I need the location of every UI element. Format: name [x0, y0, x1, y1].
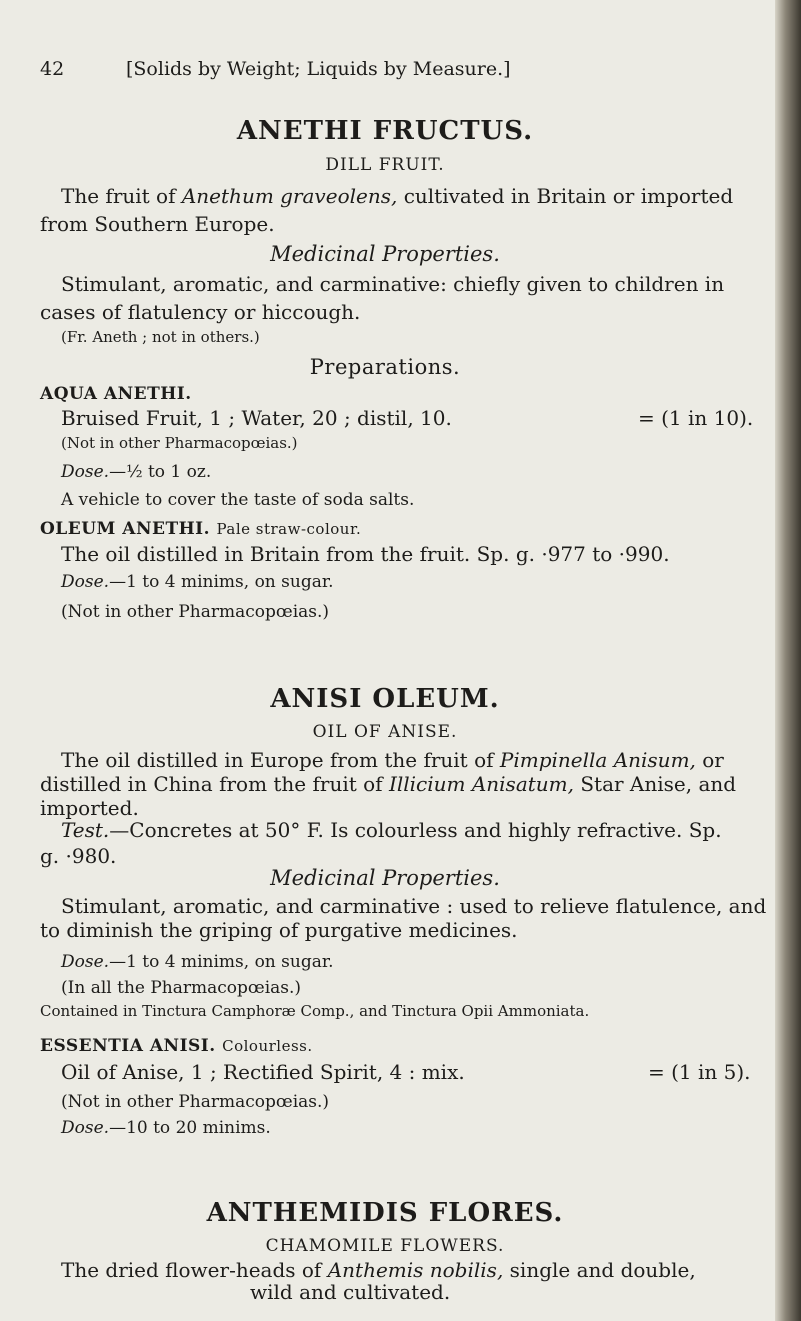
anisi-description-line3: imported.: [40, 796, 139, 820]
anisi-description-line1: The oil distilled in Europe from the fruit of Pimpinella Anisum, or: [61, 748, 724, 772]
anethi-fr-note: (Fr. Aneth ; not in others.): [61, 328, 260, 346]
essentia-anisi-dose: Dose.—10 to 20 minims.: [61, 1118, 271, 1138]
anthemidis-subtitle: CHAMOMILE FLOWERS.: [265, 1236, 505, 1256]
aqua-anethi-note: (Not in other Pharmacopœias.): [61, 434, 298, 452]
aqua-anethi-dose: Dose.—½ to 1 oz.: [61, 462, 212, 482]
anisi-properties-line2: to diminish the griping of purgative medicines.: [40, 918, 518, 942]
anisi-contained-in: Contained in Tinctura Camphoræ Comp., and Tinctura Opii Ammoniata.: [40, 1002, 590, 1020]
aqua-anethi-formula: Bruised Fruit, 1 ; Water, 20 ; distil, 10.: [61, 406, 452, 430]
essentia-anisi-note: (Not in other Pharmacopœias.): [61, 1092, 330, 1112]
anisi-dose: Dose.—1 to 4 minims, on sugar.: [61, 952, 334, 972]
anthemidis-description-line2: wild and cultivated.: [250, 1280, 451, 1304]
running-header: [40, 58, 511, 80]
anethi-properties-heading: Medicinal Properties.: [270, 242, 500, 266]
species-name: Illicium Anisatum,: [388, 772, 574, 796]
anethi-properties-line2: cases of flatulency or hiccough.: [40, 300, 361, 324]
anisi-test: Test.—Concretes at 50° F. Is colourless and highly refractive. Sp.: [61, 818, 722, 842]
aqua-anethi-ratio: = (1 in 10).: [638, 406, 754, 430]
anthemidis-description-line1: The dried flower-heads of Anthemis nobilis, single and double,: [61, 1258, 696, 1282]
essentia-anisi-formula: Oil of Anise, 1 ; Rectified Spirit, 4 : mix.: [61, 1060, 465, 1084]
anthemidis-title: ANTHEMIDIS FLORES.: [206, 1198, 564, 1228]
aqua-anethi-vehicle: A vehicle to cover the taste of soda salts.: [61, 490, 415, 510]
anethi-description-line2: from Southern Europe.: [40, 212, 275, 236]
anisi-title: ANISI OLEUM.: [270, 684, 500, 714]
preparations-heading: Preparations.: [309, 355, 461, 379]
anethi-description-line1: The fruit of Anethum graveolens, cultivated in Britain or imported: [61, 184, 734, 208]
essentia-anisi-name: ESSENTIA ANISI. Colourless.: [40, 1036, 313, 1056]
anethi-properties-line1: Stimulant, aromatic, and carminative: chiefly given to children in: [61, 272, 725, 296]
anisi-pharmacopoeia-note: (In all the Pharmacopœias.): [61, 978, 302, 998]
species-name: Anthemis nobilis,: [327, 1258, 504, 1282]
anisi-subtitle: OIL OF ANISE.: [312, 722, 458, 742]
aqua-anethi-name: AQUA ANETHI.: [40, 384, 192, 404]
species-name: Anethum graveolens,: [181, 184, 398, 208]
page-number: 42: [40, 58, 65, 80]
oleum-anethi-note: (Not in other Pharmacopœias.): [61, 602, 330, 622]
page-edge-shadow: [775, 0, 801, 1321]
essentia-anisi-ratio: = (1 in 5).: [648, 1060, 751, 1084]
anisi-description-line2: distilled in China from the fruit of Illicium Anisatum, Star Anise, and: [40, 772, 737, 796]
running-head: [Solids by Weight; Liquids by Measure.]: [126, 58, 511, 80]
anethi-title: ANETHI FRUCTUS.: [236, 116, 534, 146]
oleum-anethi-dose: Dose.—1 to 4 minims, on sugar.: [61, 572, 334, 592]
oleum-anethi-description: The oil distilled in Britain from the fruit. Sp. g. ·977 to ·990.: [61, 542, 670, 566]
oleum-anethi-name: OLEUM ANETHI. Pale straw-colour.: [40, 519, 362, 539]
anisi-properties-line1: Stimulant, aromatic, and carminative : used to relieve flatulence, and: [61, 894, 767, 918]
species-name: Pimpinella Anisum,: [499, 748, 696, 772]
anisi-properties-heading: Medicinal Properties.: [270, 866, 500, 890]
anisi-specific-gravity: g. ·980.: [40, 844, 117, 868]
anethi-subtitle: DILL FRUIT.: [325, 155, 445, 175]
